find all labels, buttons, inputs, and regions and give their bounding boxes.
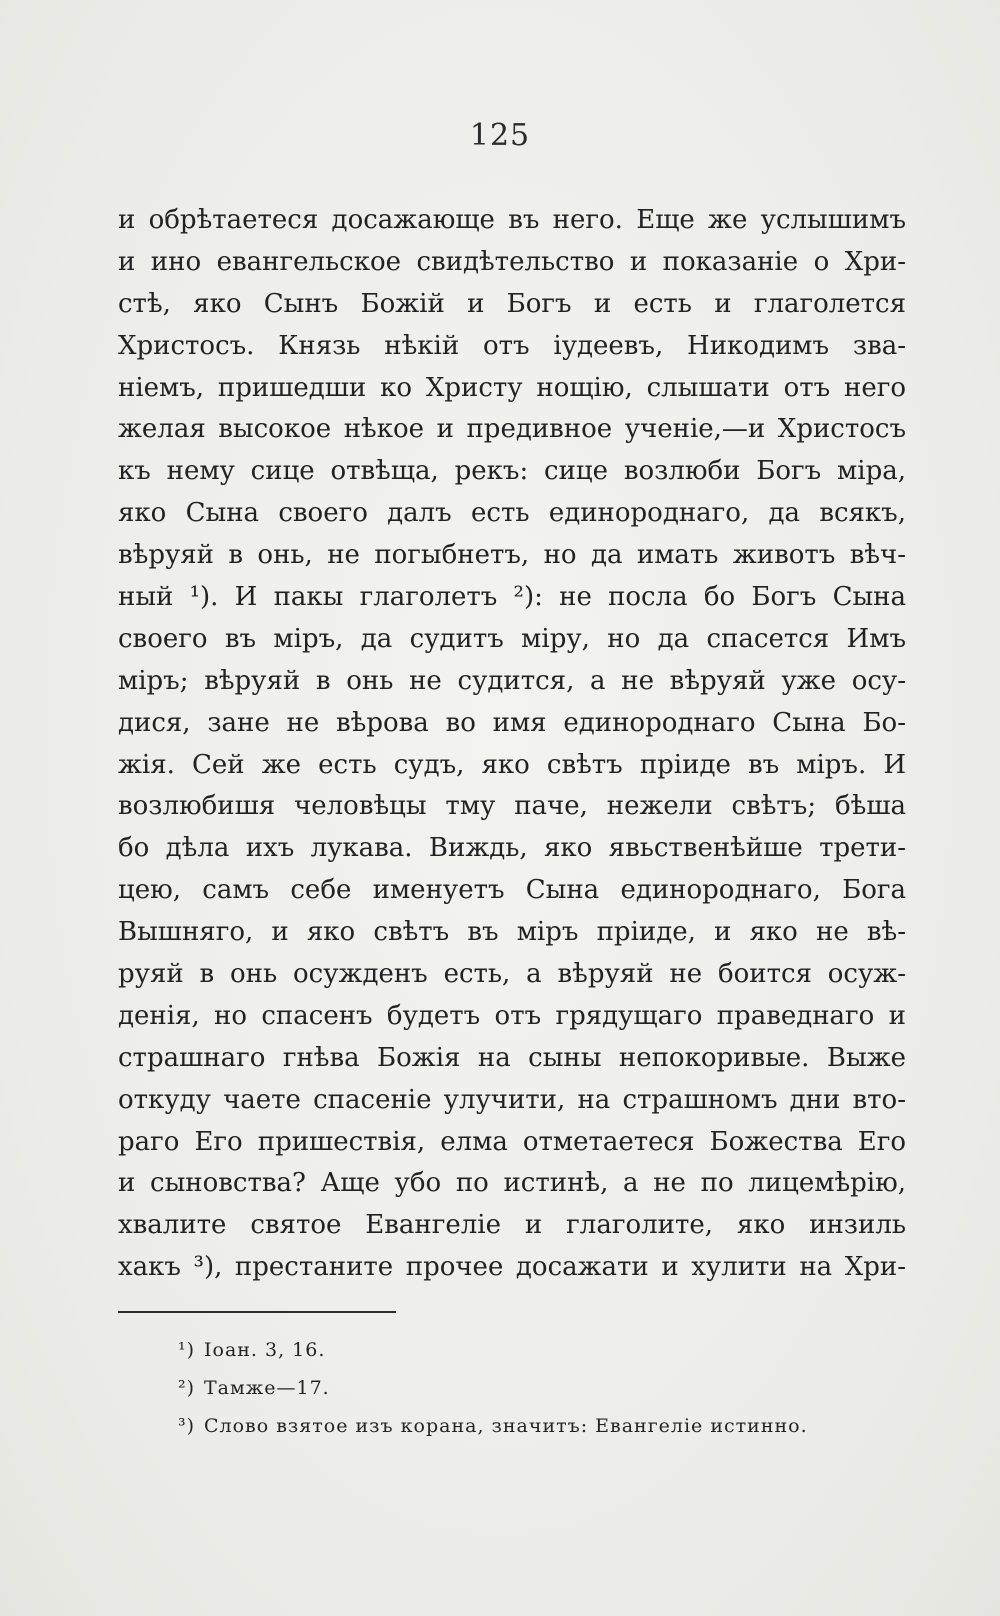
- footnotes: [178, 1331, 898, 1445]
- footnote: [178, 1369, 898, 1407]
- text-line: стѣ, яко Сынъ Божій и Богъ и есть и глаголется: [118, 288, 906, 319]
- footnote-text: Тамже—17.: [204, 1377, 330, 1399]
- text-line: ный ¹). И пакы глаголетъ ²): не посла бо Богъ Сына: [118, 582, 906, 613]
- text-line: возлюбишя человѣцы тму паче, нежели свѣтъ; бѣша: [118, 791, 906, 822]
- text-line: міръ; вѣруяй в онь не судится, а не вѣруяй уже осу-: [118, 665, 906, 696]
- page-number: 125: [469, 118, 531, 153]
- text-line: страшнаго гнѣва Божія на сыны непокоривые. Выже: [118, 1042, 906, 1073]
- text-line: Христосъ. Князь нѣкій отъ іудеевъ, Никодимъ зва-: [118, 330, 906, 361]
- text-line: вѣруяй в онь, не погыбнетъ, но да имать животъ вѣч-: [118, 540, 906, 571]
- text-line: и обрѣтаетеся досажающе въ него. Еще же услышимъ: [118, 205, 906, 235]
- body-text: [118, 200, 906, 1289]
- text-line: хвалите святое Евангеліе и глаголите, яко инзиль: [118, 1210, 906, 1241]
- text-line: своего въ міръ, да судитъ міру, но да спасется Имъ: [118, 623, 906, 654]
- text-line: ніемъ, пришедши ко Христу нощію, слышати отъ него: [118, 372, 906, 403]
- footnote-mark: ²): [178, 1377, 196, 1399]
- text-line: дися, зане не вѣрова во имя единороднаго Сына Бо-: [118, 707, 906, 738]
- text-line: цею, самъ себе именуетъ Сына единороднаго, Бога: [118, 875, 906, 906]
- footnote-text: Іоан. 3, 16.: [204, 1339, 326, 1361]
- text-line: и ино евангельское свидѣтельство и показаніе о Хри-: [118, 246, 906, 277]
- text-line: Вышняго, и яко свѣтъ въ міръ пріиде, и яко не вѣ-: [118, 917, 906, 948]
- text-line: раго Его пришествія, елма отметаетеся Божества Его: [118, 1126, 906, 1157]
- text-line: руяй в онь осужденъ есть, а вѣруяй не боится осуж-: [118, 959, 906, 990]
- text-line: хакъ ³), престаните прочее досажати и хулити на Хри-: [118, 1252, 906, 1283]
- footnote-text: Слово взятое изъ корана, значитъ: Евангеліе истинно.: [204, 1415, 808, 1437]
- text-line: и сыновства? Аще убо по истинѣ, а не по лицемѣрію,: [118, 1168, 906, 1199]
- text-line: бо дѣла ихъ лукава. Виждь, яко явьственѣйше трети-: [118, 833, 906, 864]
- footnote: [178, 1407, 898, 1445]
- footnote-mark: ¹): [178, 1339, 196, 1361]
- text-line: денія, но спасенъ будетъ отъ грядущаго праведнаго и: [118, 1000, 906, 1031]
- footnote-divider: [118, 1311, 396, 1313]
- footnote-mark: ³): [178, 1415, 196, 1437]
- footnote: [178, 1331, 898, 1369]
- text-line: откуду чаете спасеніе улучити, на страшномъ дни вто-: [118, 1084, 906, 1115]
- text-line: желая высокое нѣкое и предивное ученіе,—и Христосъ: [118, 414, 906, 445]
- text-line: жія. Сей же есть судъ, яко свѣтъ пріиде въ міръ. И: [118, 749, 906, 780]
- text-line: къ нему сице отвѣща, рекъ: сице возлюби Богъ міра,: [118, 456, 906, 487]
- text-line: яко Сына своего далъ есть единороднаго, да всякъ,: [118, 498, 906, 529]
